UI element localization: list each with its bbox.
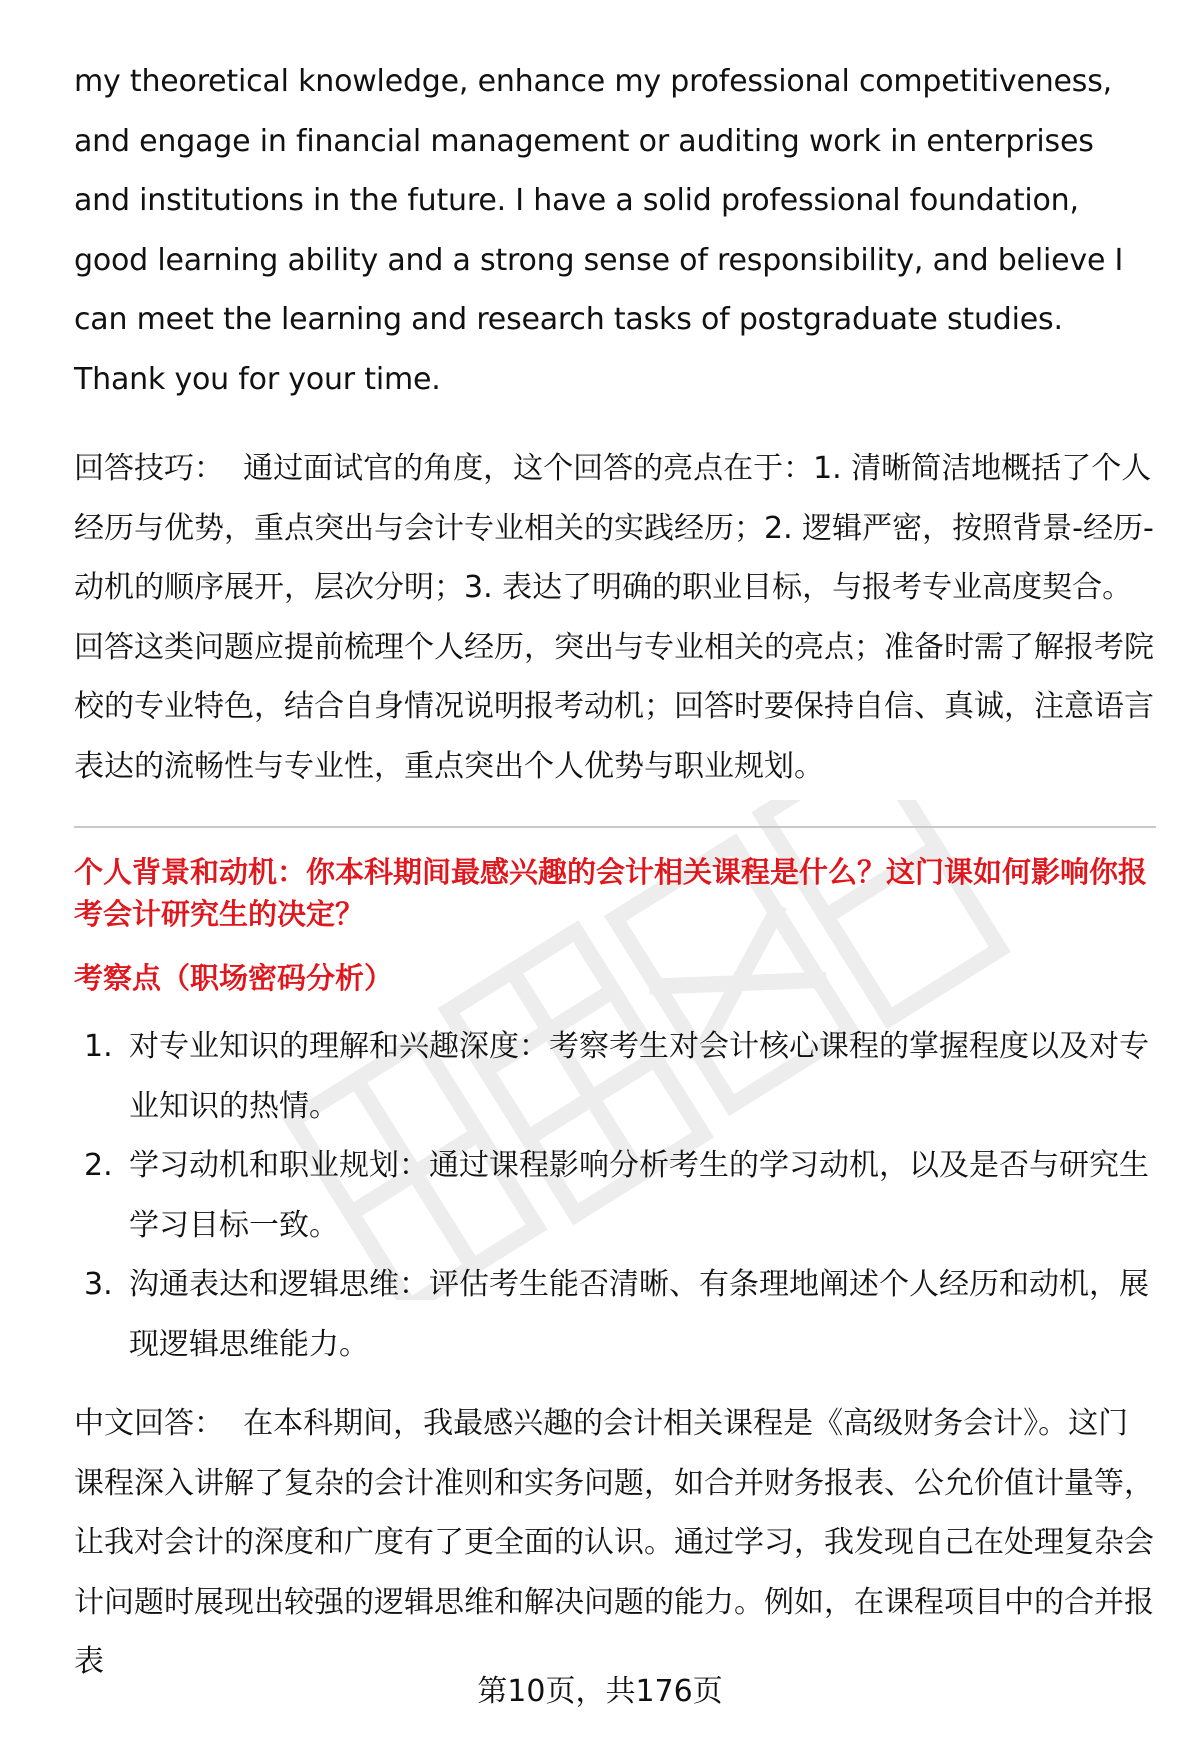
list-item-text: 沟通表达和逻辑思维：评估考生能否清晰、有条理地阐述个人经历和动机，展现逻辑思维能力。	[129, 1267, 1149, 1362]
answer-tips-paragraph	[74, 439, 1156, 796]
document-page	[74, 52, 1156, 1692]
exam-points-list	[74, 1017, 1156, 1374]
list-item	[74, 1255, 1156, 1374]
list-item	[74, 1017, 1156, 1136]
chinese-answer-text: 在本科期间，我最感兴趣的会计相关课程是《高级财务会计》。这门课程深入讲解了复杂的会计准则和实务问题，如合并财务报表、公允价值计量等，让我对会计的深度和广度有了更全面的认识。通过学习，我发现自己在处理复杂会计问题时展现出较强的逻辑思维和解决问题的能力。例如，在课程项目中的合并报表	[74, 1406, 1154, 1679]
chinese-answer-label: 中文回答：	[74, 1406, 224, 1441]
list-item-text: 学习动机和职业规划：通过课程影响分析考生的学习动机，以及是否与研究生学习目标一致。	[129, 1148, 1149, 1243]
list-item-number: 1.	[84, 1029, 113, 1064]
answer-tips-label: 回答技巧：	[74, 451, 224, 486]
exam-points-title: 考察点（职场密码分析）	[74, 961, 394, 995]
answer-tips-text: 通过面试官的角度，这个回答的亮点在于：1. 清晰简洁地概括了个人经历与优势，重点突出与会计专业相关的实践经历；2. 逻辑严密，按照背景-经历-动机的顺序展开，层次分明；3. 表达了明确的职业目标，与报考专业高度契合。回答这类问题应提前梳理个人经历，突出与专业相关的亮点；准备时需了解报考院校的专业特色，结合自身情况说明报考动机；回答时要保持自信、真诚，注意语言表达的流畅性与专业性，重点突出个人优势与职业规划。	[74, 451, 1154, 784]
chinese-answer-paragraph	[74, 1394, 1156, 1692]
english-answer-paragraph: my theoretical knowledge, enhance my professional competitiveness, and engage in financial management or auditing work in enterprises and institutions in the future. I have a solid professional foundation, good learning ability and a strong sense of responsibility, and believe I can meet the learning and research tasks of postgraduate studies. Thank you for your time.	[74, 64, 1124, 397]
question-heading: 个人背景和动机：你本科期间最感兴趣的会计相关课程是什么？这门课如何影响你报考会计研究生的决定？	[74, 855, 1148, 931]
list-item-number: 3.	[84, 1267, 113, 1302]
list-item-number: 2.	[84, 1148, 113, 1183]
list-item-text: 对专业知识的理解和兴趣深度：考察考生对会计核心课程的掌握程度以及对专业知识的热情。	[129, 1029, 1149, 1124]
list-item	[74, 1136, 1156, 1255]
page-footer: 第10页，共176页	[477, 1674, 723, 1709]
